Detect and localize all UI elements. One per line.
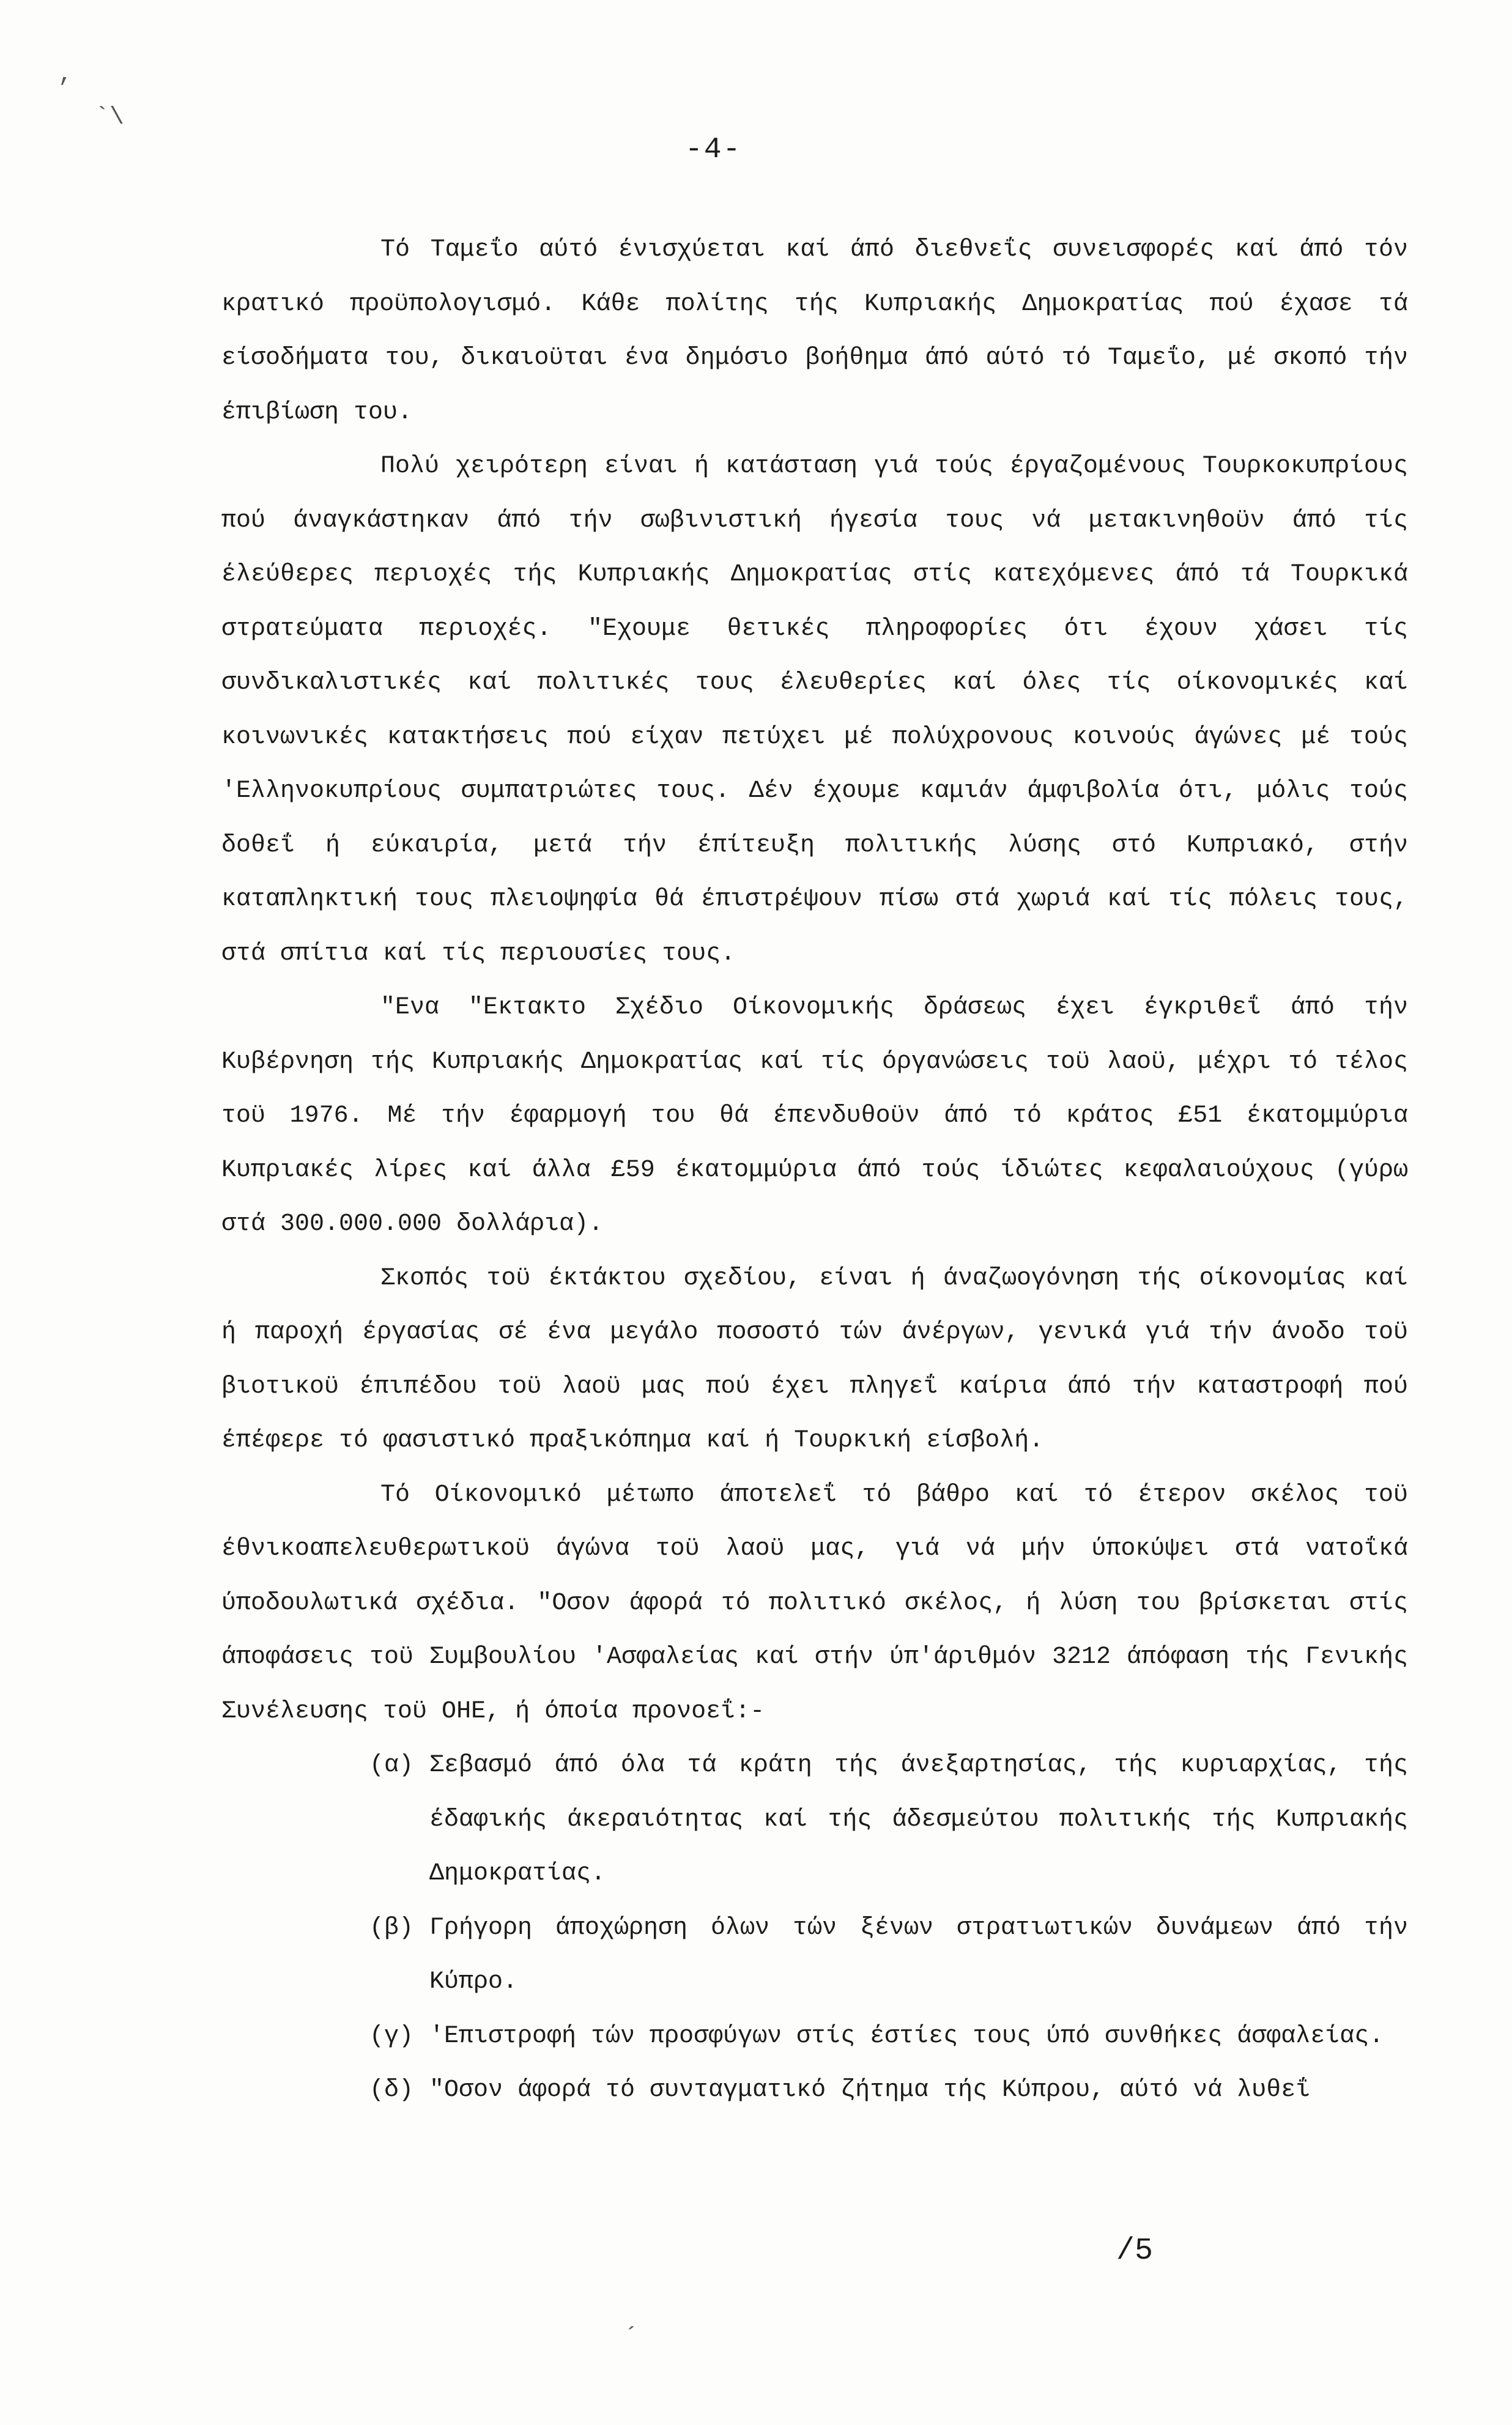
scan-mark: , [58, 61, 73, 89]
list-item [221, 1901, 1408, 2010]
list-item [221, 2064, 1408, 2118]
paragraph: Τό Ταμεΐο αύτό ένισχύεται καί άπό διεθνεΐς συνεισφορές καί άπό τόν κρατικό προϋπολογισμό. Κάθε πολίτης τής Κυπριακής Δημοκρατίας πού έχασε τά είσοδήματα του, δικαιοϋται ένα δημόσιο βοήθημα άπό αύτό τό Ταμεΐο, μέ σκοπό τήν έπιβίωση του. [221, 236, 1408, 426]
resolution-list [221, 1739, 1408, 2118]
list-item-label: (δ) [369, 2076, 414, 2104]
list-item-label: (α) [369, 1752, 414, 1779]
paragraph: Σκοπός τοϋ έκτάκτου σχεδίου, είναι ή άναζωογόνηση τής οίκονομίας καί ή παροχή έργασίας σέ ένα μεγάλο ποσοστό τών άνέργων, γενικά γιά τήν άνοδο τοϋ βιοτικοϋ έπιπέδου τοϋ λαοϋ μας πού έχει πληγεΐ καίρια άπό τήν καταστροφή πού έπέφερε τό φασιστικό πραξικόπημα καί ή Τουρκική είσβολή. [221, 1264, 1408, 1454]
list-item-text: Γρήγορη άποχώρηση όλων τών ξένων στρατιωτικών δυνάμεων άπό τήν Κύπρο. [429, 1914, 1408, 1996]
scan-mark: `\ [95, 104, 125, 131]
paragraph: Πολύ χειρότερη είναι ή κατάσταση γιά τούς έργαζομένους Τουρκοκυπρίους πού άναγκάστηκαν άπό τήν σωβινιστική ήγεσία τους νά μετακινηθοϋν άπό τίς έλεύθερες περιοχές τής Κυπριακής Δημοκρατίας στίς κατεχόμενες άπό τά Τουρκικά στρατεύματα περιοχές. "Εχουμε θετικές πληροφορίες ότι έχουν χάσει τίς συνδικαλιστικές καί πολιτικές τους έλευθερίες καί όλες τίς οίκονομικές καί κοινωνικές κατακτήσεις πού είχαν πετύχει μέ πολύχρονους κοινούς άγώνες μέ τούς 'Ελληνοκυπρίους συμπατριώτες τους. Δέν έχουμε καμιάν άμφιβολία ότι, μόλις τούς δοθεΐ ή εύκαιρία, μετά τήν έπίτευξη πολιτικής λύσης στό Κυπριακό, στήν καταπληκτική τους πλειοψηφία θά έπιστρέψουν πίσω στά χωριά καί τίς πόλεις τους, στά σπίτια καί τίς περιουσίες τους. [221, 453, 1408, 968]
list-item-label: (β) [369, 1914, 414, 1942]
next-page-marker: /5 [1116, 2234, 1154, 2268]
page-body [221, 223, 1408, 2118]
list-item [221, 1739, 1408, 1901]
list-item-text: "Οσον άφορά τό συνταγματικό ζήτημα τής Κύπρου, αύτό νά λυθεΐ [429, 2076, 1311, 2104]
list-item-text: Σεβασμό άπό όλα τά κράτη τής άνεξαρτησίας, τής κυριαρχίας, τής έδαφικής άκεραιότητας καί τής άδεσμεύτου πολιτικής τής Κυπριακής Δημοκρατίας. [429, 1752, 1408, 1887]
list-item [221, 2010, 1408, 2064]
paragraph: Τό Οίκονομικό μέτωπο άποτελεΐ τό βάθρο καί τό έτερον σκέλος τοϋ έθνικοαπελευθερωτικοϋ άγώνα τοϋ λαοϋ μας, γιά νά μήν ύποκύψει στά νατοΐκά ύποδουλωτικά σχέδια. "Οσον άφορά τό πολιτικό σκέλος, ή λύση του βρίσκεται στίς άποφάσεις τοϋ Συμβουλίου 'Ασφαλείας καί στήν ύπ'άριθμόν 3212 άπόφαση τής Γενικής Συνέλευσης τοϋ ΟΗΕ, ή όποία προνοεΐ:- [221, 1481, 1408, 1725]
scan-mark: ´ [624, 2324, 639, 2352]
list-item-text: 'Επιστροφή τών προσφύγων στίς έστίες τους ύπό συνθήκες άσφαλείας. [429, 2022, 1384, 2050]
page-number: -4- [685, 133, 742, 166]
list-item-label: (γ) [369, 2022, 414, 2050]
paragraph: "Ενα "Εκτακτο Σχέδιο Οίκονομικής δράσεως έχει έγκριθεΐ άπό τήν Κυβέρνηση τής Κυπριακής Δημοκρατίας καί τίς όργανώσεις τοϋ λαοϋ, μέχρι τό τέλος τοϋ 1976. Μέ τήν έφαρμογή του θά έπενδυθοϋν άπό τό κράτος £51 έκατομμύρια Κυπριακές λίρες καί άλλα £59 έκατομμύρια άπό τούς ίδιώτες κεφαλαιούχους (γύρω στά 300.000.000 δολλάρια). [221, 994, 1408, 1238]
